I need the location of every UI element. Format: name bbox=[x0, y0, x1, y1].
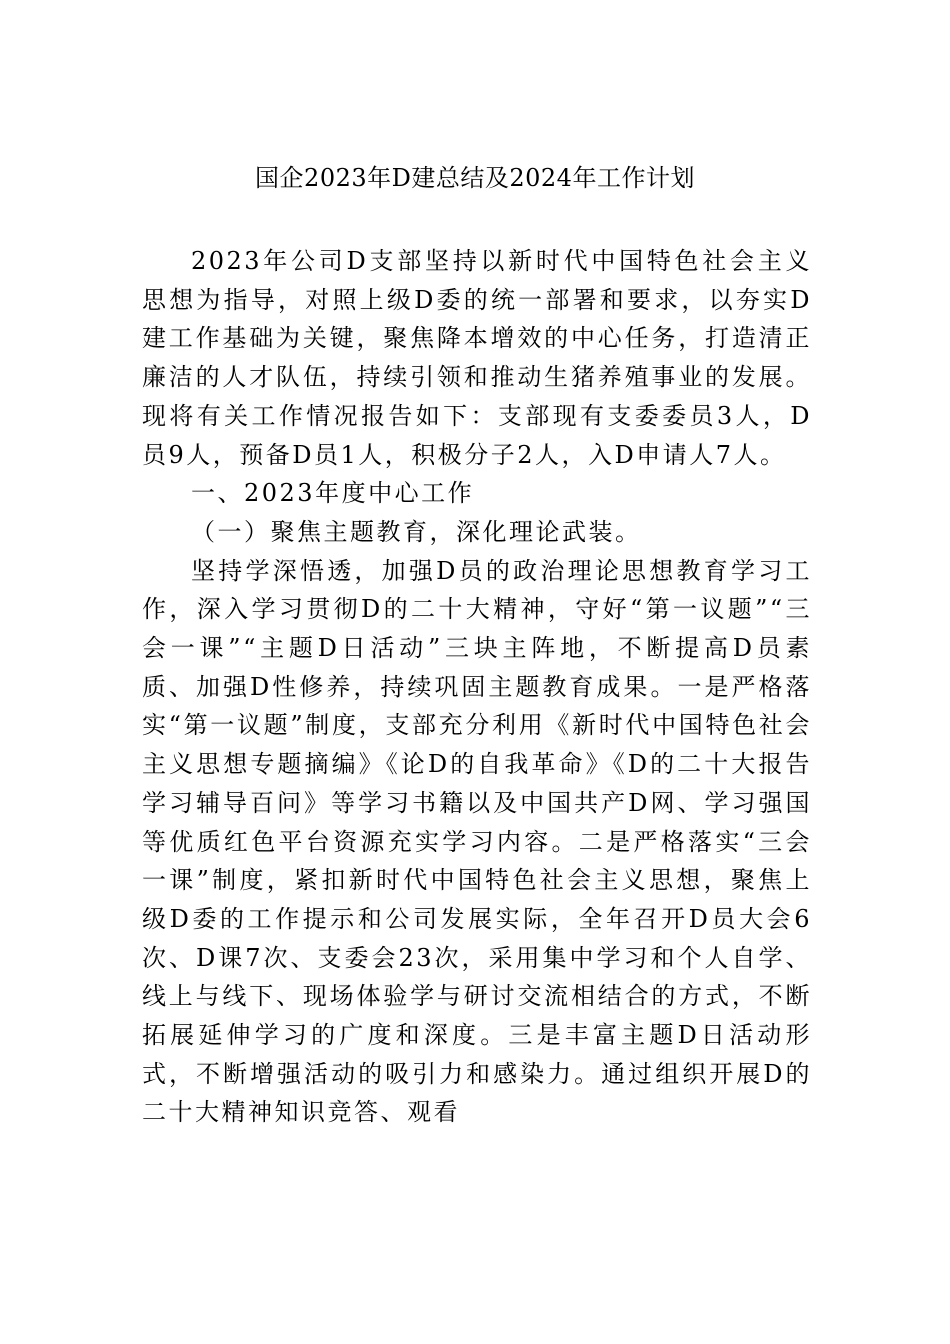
intro-paragraph: 2023年公司D支部坚持以新时代中国特色社会主义思想为指导，对照上级D委的统一部署和要求，以夯实D建工作基础为关键，聚焦降本增效的中心任务，打造清正廉洁的人才队伍，持续引领和推动生猪养殖事业的发展。现将有关工作情况报告如下：支部现有支委委员3人，D员9人，预备D员1人，积极分子2人，入D申请人7人。 bbox=[142, 247, 812, 469]
document-body bbox=[142, 242, 812, 1132]
section-heading: 一、2023年度中心工作 bbox=[191, 479, 475, 508]
subsection-heading: （一）聚焦主题教育，深化理论武装。 bbox=[191, 517, 642, 546]
body-paragraph: 坚持学深悟透，加强D员的政治理论思想教育学习工作，深入学习贯彻D的二十大精神，守好“第一议题”“三会一课”“主题D日活动”三块主阵地，不断提高D员素质、加强D性修养，持续巩固主题教育成果。一是严格落实“第一议题”制度，支部充分利用《新时代中国特色社会主义思想专题摘编》《论D的自我革命》《D的二十大报告学习辅导百问》等学习书籍以及中国共产D网、学习强国等优质红色平台资源充实学习内容。二是严格落实“三会一课”制度，紧扣新时代中国特色社会主义思想，聚焦上级D委的工作提示和公司发展实际，全年召开D员大会6次、D课7次、支委会23次，采用集中学习和个人自学、线上与线下、现场体验学与研讨交流相结合的方式，不断拓展延伸学习的广度和深度。三是丰富主题D日活动形式，不断增强活动的吸引力和感染力。通过组织开展D的二十大精神知识竞答、观看 bbox=[142, 556, 812, 1127]
document-title: 国企2023年D建总结及2024年工作计划 bbox=[255, 164, 695, 192]
